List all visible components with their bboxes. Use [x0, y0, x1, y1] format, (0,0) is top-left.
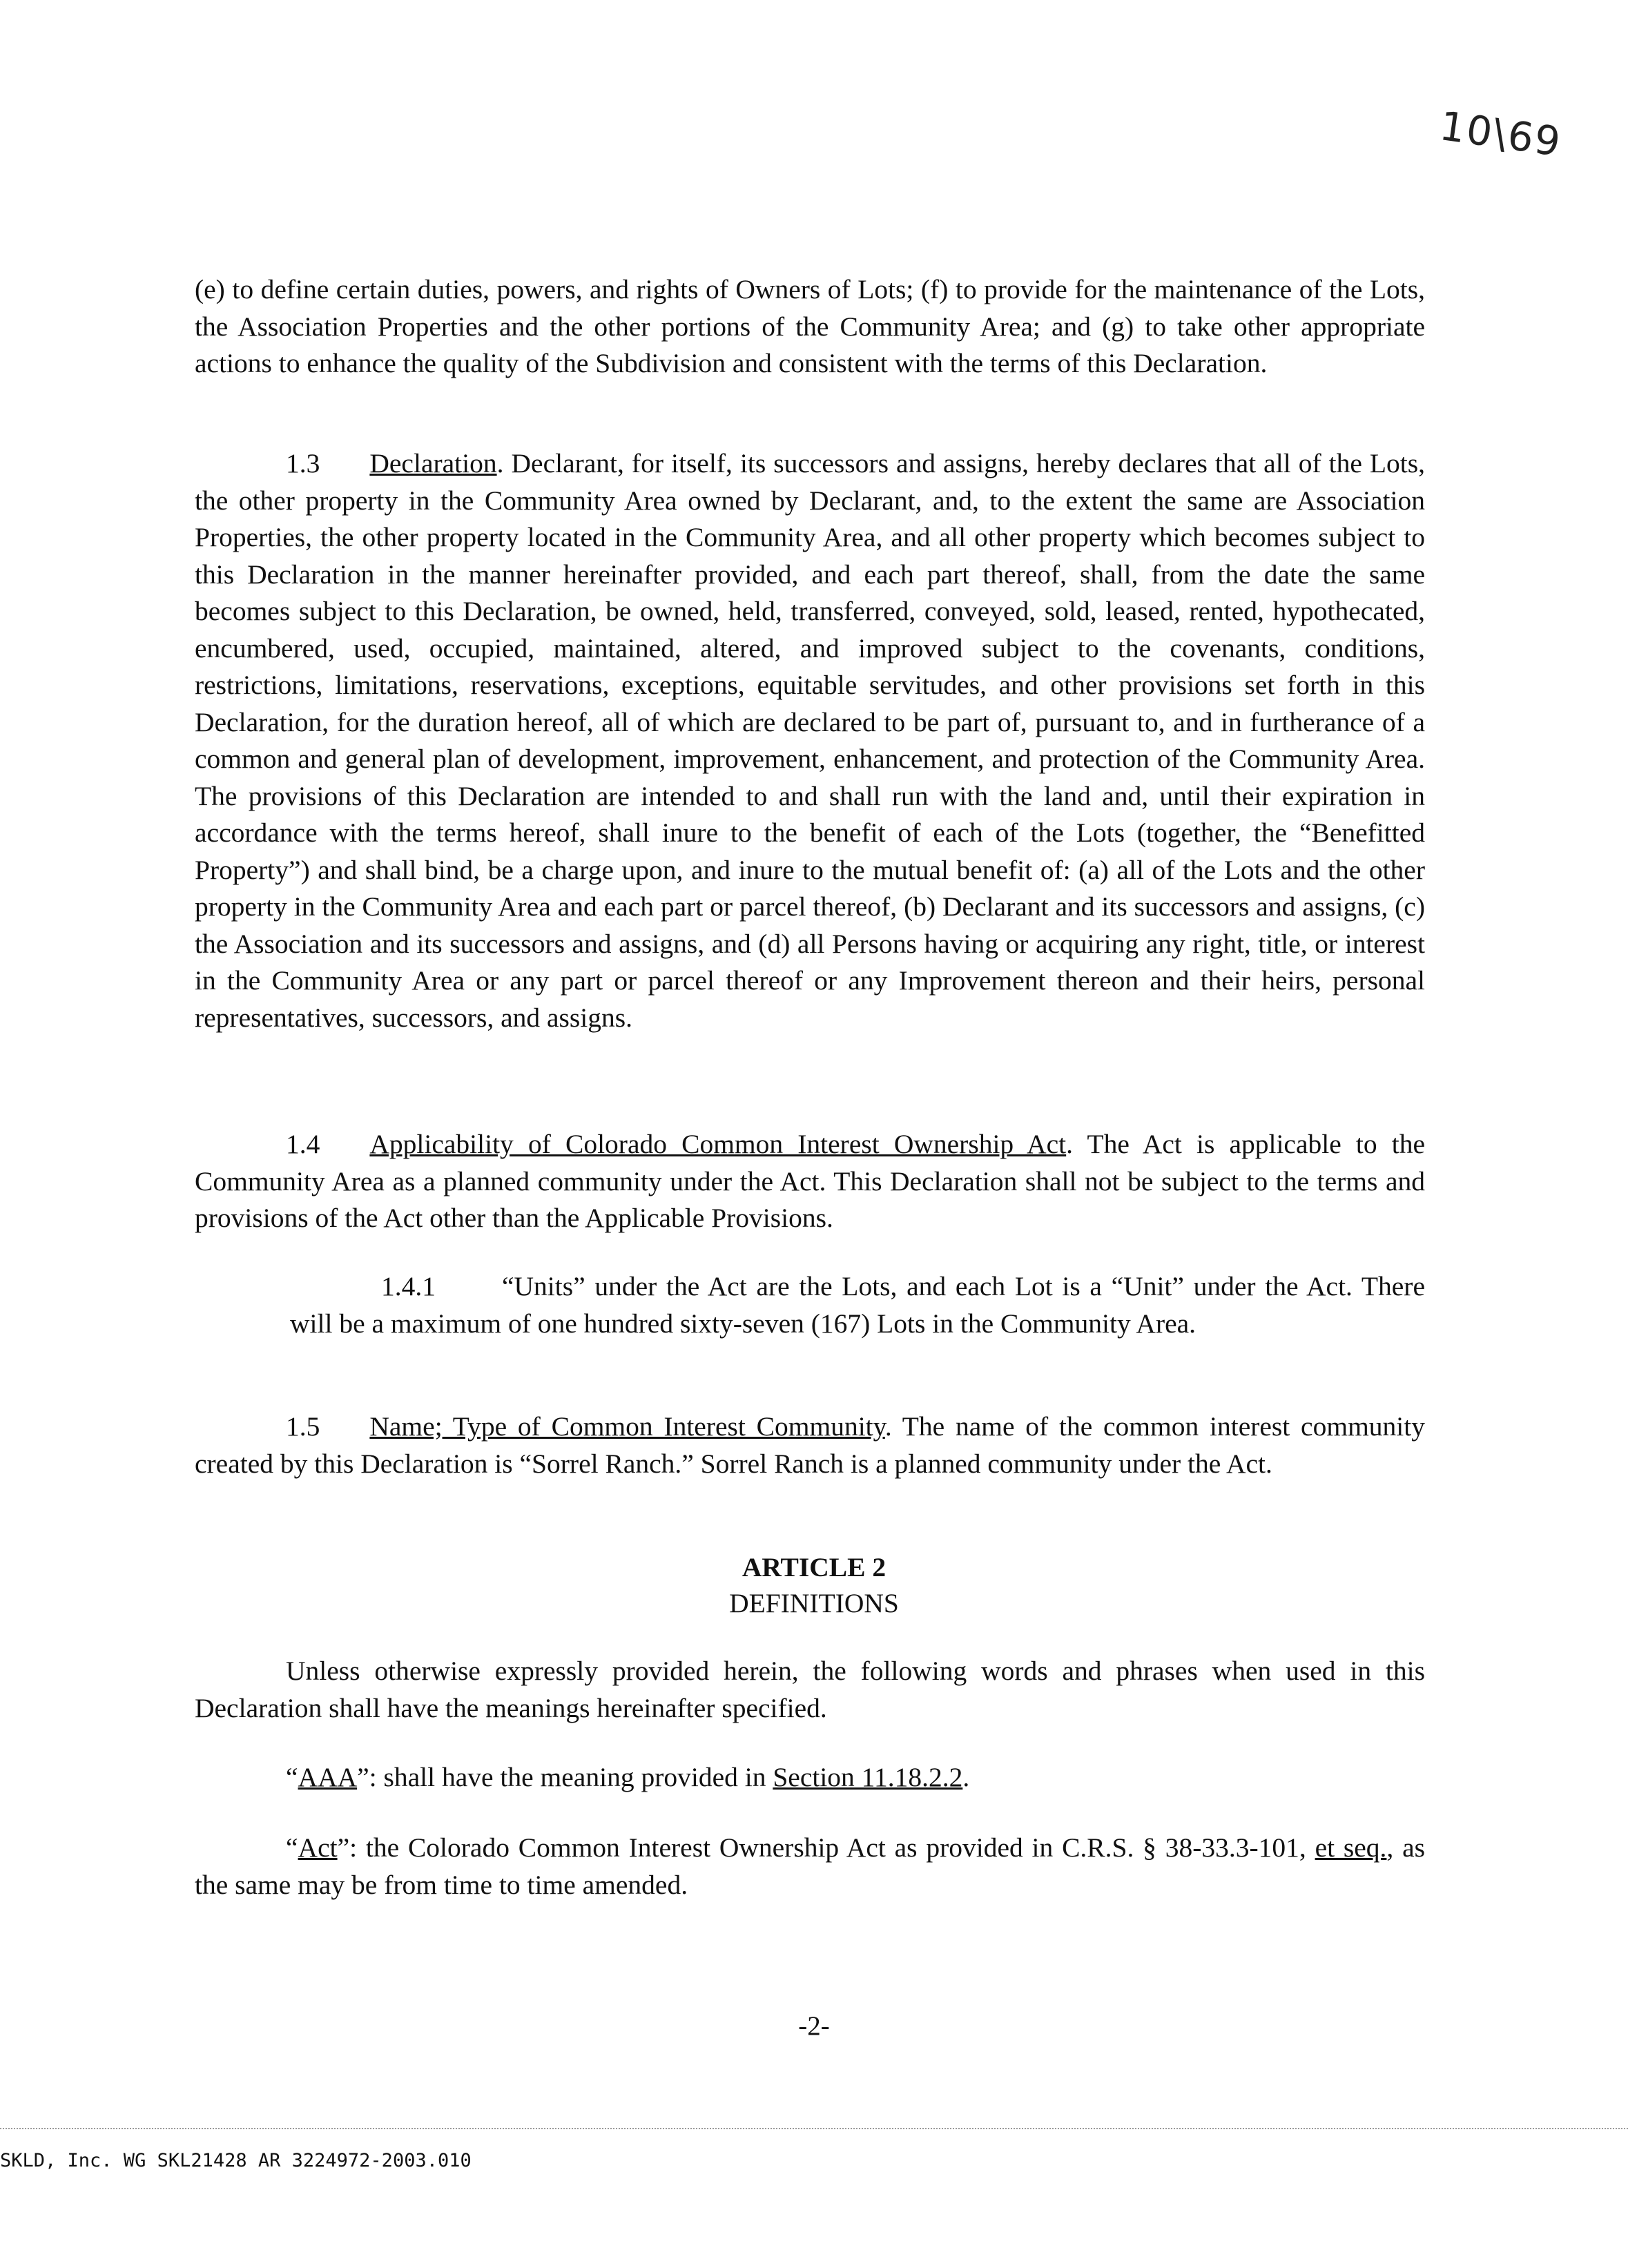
- section-1-5-number: 1.5: [286, 1411, 320, 1442]
- section-1-4-1: [290, 1268, 1425, 1342]
- footer-divider: [0, 2128, 1628, 2129]
- footer-id: SKLD, Inc. WG SKL21428 AR 3224972-2003.010: [0, 2150, 472, 2171]
- section-1-3-heading: Declaration: [369, 448, 497, 478]
- definition-act-term: Act: [298, 1832, 338, 1863]
- section-1-5-heading: Name; Type of Common Interest Community: [369, 1411, 885, 1442]
- definition-act: [195, 1830, 1425, 1903]
- definition-act-text: ”: the Colorado Common Interest Ownership Act as provided in C.R.S. § 38-33.3-101,: [337, 1832, 1315, 1863]
- article-subtitle: DEFINITIONS: [729, 1588, 899, 1618]
- definition-aaa-open-quote: “: [286, 1762, 298, 1792]
- intro-paragraph: (e) to define certain duties, powers, and rights of Owners of Lots; (f) to provide for the maintenance of the Lots, the Association Properties and the other portions of the Community Area; and (g) to take other appropriate actions to enhance the quality of the Subdivision and consistent with the terms of this Declaration.: [195, 274, 1425, 378]
- article-title: ARTICLE 2: [742, 1552, 886, 1582]
- section-1-3-number: 1.3: [286, 448, 320, 478]
- definition-aaa-end: .: [962, 1762, 970, 1792]
- section-1-4-number: 1.4: [286, 1129, 320, 1159]
- definition-act-et-seq: et seq.: [1315, 1832, 1387, 1863]
- page-number: -2-: [798, 2011, 830, 2041]
- section-1-4-heading: Applicability of Colorado Common Interest Ownership Act: [369, 1129, 1067, 1159]
- definition-aaa-term: AAA: [298, 1762, 358, 1792]
- section-1-5-text: . The name of the common interest community created by this Declaration is “Sorrel Ranch.” Sorrel Ranch is a planned community under the Act.: [195, 1411, 1425, 1479]
- definition-act-text-end: , as the same may be from time to time amended.: [195, 1832, 1426, 1900]
- section-1-4-text: . The Act is applicable to the Community Area as a planned community under the Act. This Declaration shall not be subject to the terms and provisions of the Act other than the Applicable Provisions.: [195, 1129, 1425, 1233]
- definitions-intro: Unless otherwise expressly provided herein, the following words and phrases when used in this Declaration shall have the meanings hereinafter specified.: [195, 1656, 1425, 1723]
- section-1-3: [195, 445, 1425, 1036]
- definition-act-open-quote: “: [286, 1832, 298, 1863]
- definition-aaa-text: ”: shall have the meaning provided in: [357, 1762, 773, 1792]
- definition-aaa: [195, 1759, 1425, 1796]
- section-1-4-1-text: “Units” under the Act are the Lots, and each Lot is a “Unit” under the Act. There will be a maximum of one hundred sixty-seven (167) Lots in the Community Area.: [290, 1271, 1425, 1339]
- definition-aaa-section-ref: Section 11.18.2.2: [773, 1762, 963, 1792]
- section-1-3-text: . Declarant, for itself, its successors and assigns, hereby declares that all of the Lots, the other property in the Community Area owned by Declarant, and, to the extent the same are Association Properties, the other property located in the Community Area, and all other property which becomes subject to this Declaration in the manner hereinafter provided, and each part thereof, shall, from the date the same becomes subject to this Declaration, be owned, held, transferred, conveyed, sold, leased, rented, hypothecated, encumbered, used, occupied, maintained, altered, and improved subject to the covenants, conditions, restrictions, limitations, reservations, exceptions, equitable servitudes, and other provisions set forth in this Declaration, for the duration hereof, all of which are declared to be part of, pursuant to, and in furtherance of a common and general plan of development, improvement, enhancement, and protection of the Community Area. The provisions of this Declaration are intended to and shall run with the land and, until their expiration in accordance with the terms hereof, shall inure to the benefit of each of the Lots (together, the “Benefitted Property”) and shall bind, be a charge upon, and inure to the mutual benefit of: (a) all of the Lots and the other property in the Community Area and each part or parcel thereof, (b) Declarant and its successors and assigns, (c) the Association and its successors and assigns, and (d) all Persons having or acquiring any right, title, or interest in the Community Area or any part or parcel thereof or any Improvement thereon and their heirs, personal representatives, successors, and assigns.: [195, 448, 1425, 1033]
- handwritten-note: 10\69: [1437, 102, 1565, 166]
- section-1-4: [195, 1126, 1425, 1237]
- section-1-5: [195, 1408, 1425, 1482]
- section-1-4-1-number: 1.4.1: [381, 1271, 436, 1301]
